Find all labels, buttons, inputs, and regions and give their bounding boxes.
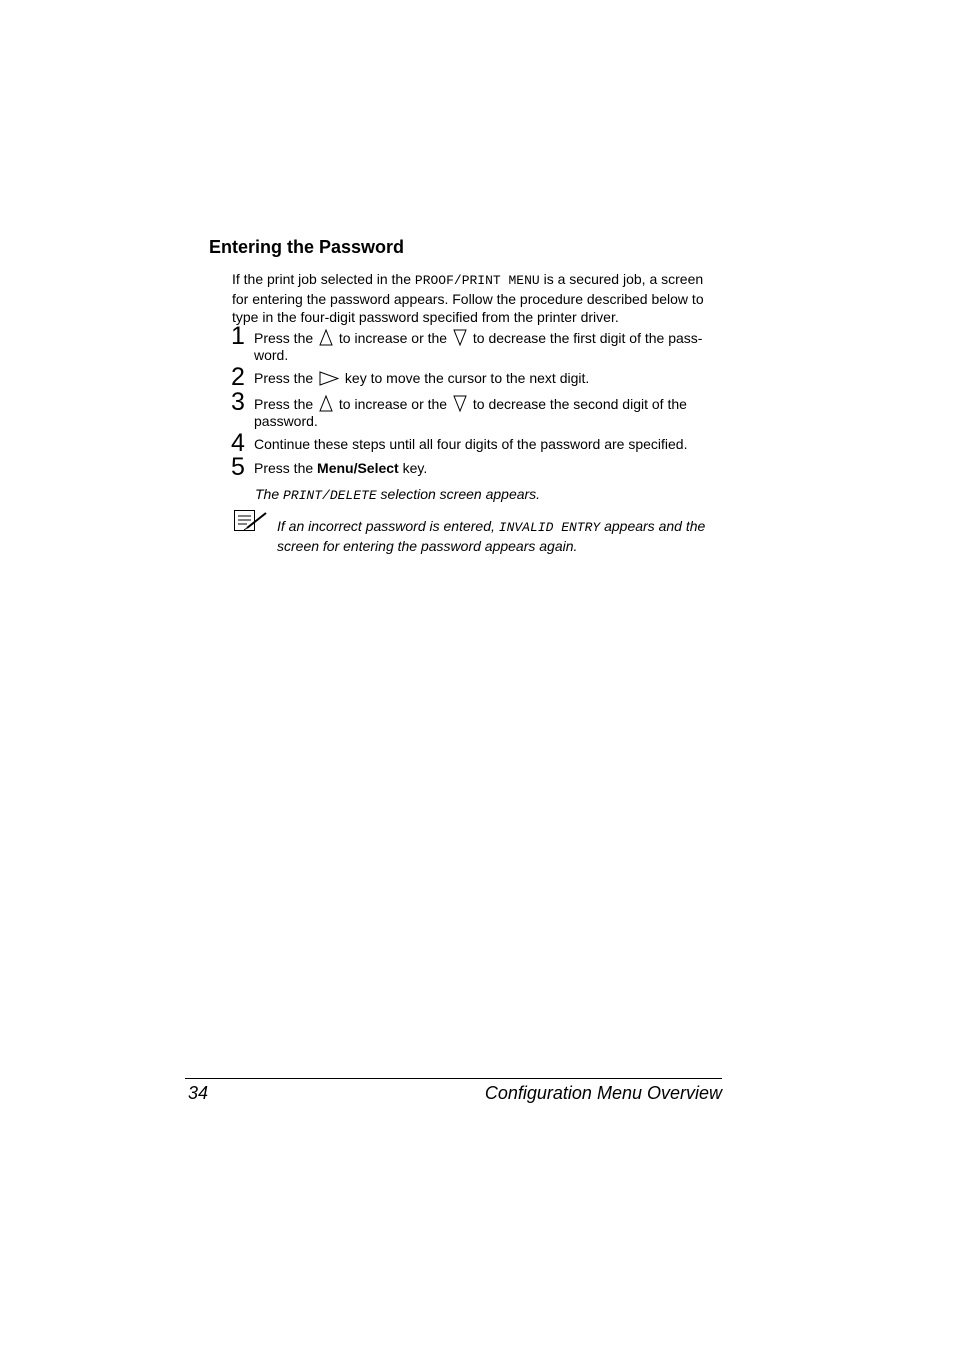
intro-text: If the print job selected in the bbox=[232, 271, 415, 287]
note-error-code: INVALID ENTRY bbox=[498, 520, 601, 535]
note-text bbox=[277, 517, 722, 555]
note-text-part: appears and the screen for entering the password appears again. bbox=[277, 518, 706, 554]
up-triangle-key-icon bbox=[319, 395, 333, 412]
footer-rule bbox=[185, 1078, 722, 1079]
note-pencil-icon bbox=[233, 509, 269, 538]
step-number: 1 bbox=[231, 322, 245, 350]
step-text bbox=[254, 370, 724, 387]
down-triangle-key-icon bbox=[453, 395, 467, 412]
menu-select-key-label: Menu/Select bbox=[317, 460, 399, 476]
result-text: selection screen appears. bbox=[376, 486, 541, 502]
result-screen-code: PRINT/DELETE bbox=[283, 488, 377, 503]
step-result bbox=[255, 486, 540, 503]
step-text-part: Press the bbox=[254, 330, 314, 346]
step-text-part: to decrease the second digit of the password. bbox=[254, 396, 687, 429]
step-text-part: to increase or the bbox=[338, 396, 448, 412]
step-text bbox=[254, 395, 724, 430]
intro-paragraph bbox=[232, 270, 722, 326]
step-number: 4 bbox=[231, 429, 245, 457]
step-text-part: to increase or the bbox=[338, 330, 448, 346]
step-number: 2 bbox=[231, 363, 245, 391]
step-text bbox=[254, 329, 724, 364]
step-text-part: Press the bbox=[254, 370, 314, 386]
intro-menu-code: PROOF/PRINT MENU bbox=[414, 273, 540, 288]
intro-text: is a secured job, a screen for entering the password appears. Follow the procedure described below to type in the four-digit password specified from the printer driver. bbox=[232, 271, 704, 325]
section-heading: Entering the Password bbox=[209, 237, 405, 257]
down-triangle-key-icon bbox=[453, 329, 467, 346]
step-number: 5 bbox=[231, 453, 245, 481]
step-text: Continue these steps until all four digits of the password are specified. bbox=[254, 436, 688, 452]
step-text-part: Press the bbox=[254, 460, 318, 476]
step-text-part: Press the bbox=[254, 396, 314, 412]
up-triangle-key-icon bbox=[319, 329, 333, 346]
note-text-part: If an incorrect password is entered, bbox=[277, 518, 499, 534]
step-text-part: to decrease the first digit of the pass-word. bbox=[254, 330, 703, 363]
step-number: 3 bbox=[231, 388, 245, 416]
result-text: The bbox=[255, 486, 284, 502]
page-number: 34 bbox=[188, 1083, 209, 1103]
right-triangle-key-icon bbox=[319, 371, 339, 386]
step-text bbox=[254, 460, 724, 477]
step-text-part: key to move the cursor to the next digit. bbox=[344, 370, 590, 386]
footer-title: Configuration Menu Overview bbox=[484, 1083, 722, 1103]
step-text-part: key. bbox=[398, 460, 428, 476]
